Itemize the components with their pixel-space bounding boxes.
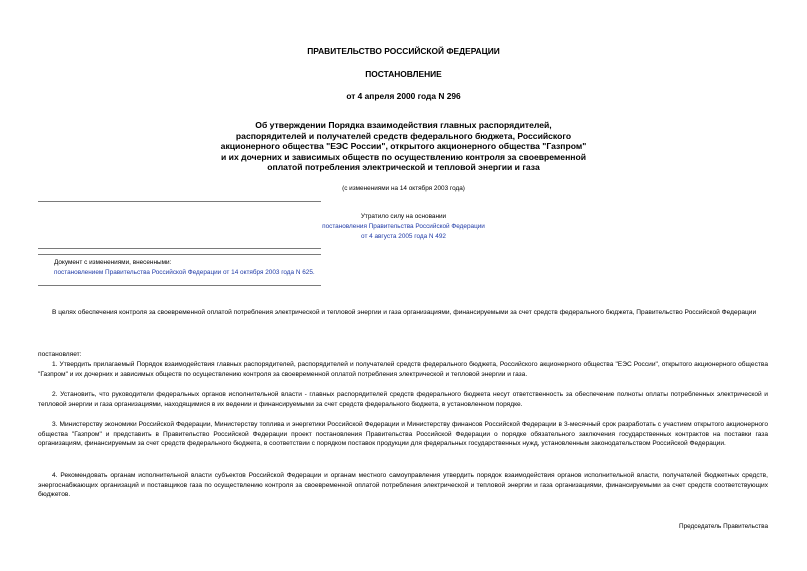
paragraph-4: 4. Рекомендовать органам исполнительной власти субъектов Российской Федерации и органам местного самоуправления утвердить порядок взаимодействия органов исполнительной власти, получателей бюджетных средств, энергоснабжающих организаций и поставщиков газа по осуществлению контроля за своевременной оплатой потребления электрической и тепловой энергии и газа организациями, финансируемыми за счет средств соответствующих бюджетов.: [38, 472, 768, 499]
amendment-note: (с изменениями на 14 октября 2003 года): [342, 185, 465, 192]
changes-label: Документ с изменениями, внесенными:: [54, 259, 172, 266]
changes-link[interactable]: постановлением Правительства Российской Федерации от 14 октября 2003 года N 625.: [54, 269, 315, 276]
signature: Председатель Правительства: [679, 523, 768, 530]
document-title: [0, 120, 807, 173]
title-line: оплатой потребления электрической и тепловой энергии и газа: [267, 162, 540, 173]
paragraph-3: 3. Министерству экономики Российской Федерации, Министерству топлива и энергетики Российской Федерации и Министерству финансов Российской Федерации в 3-месячный срок разработать с участием открытого акционерного общества "Газпром" и представить в Правительство Российской Федерации проект постановления Правительства Российской Федерации о порядке обязательного заключения государственных контрактов на поставки газа организациям, финансируемым за счет средств федерального бюджета, в соответствии с порядком поставок продукции для федеральных государственных нужд, установленным законодательством Российской Федерации.: [38, 421, 768, 448]
document-date-number: от 4 апреля 2000 года N 296: [346, 91, 461, 101]
title-line: Об утверждении Порядка взаимодействия главных распорядителей,: [255, 120, 552, 130]
paragraph-1: 1. Утвердить прилагаемый Порядок взаимодействия главных распорядителей, распорядителей и получателей средств федерального бюджета, Российского акционерного общества "ЕЭС России", открытого акционерного общества "Газпром" и их дочерних и зависимых обществ по осуществлению контроля за своевременной оплатой потребления электрической и тепловой энергии и газа.: [38, 361, 768, 378]
divider: [38, 248, 321, 249]
title-line: распорядителей и получателей средств федерального бюджета, Российского: [235, 130, 572, 141]
expired-notice: [0, 212, 807, 242]
expired-link[interactable]: [0, 222, 807, 242]
divider: [38, 201, 321, 202]
title-line: акционерного общества "ЕЭС России", открытого акционерного общества "Газпром": [220, 141, 587, 152]
government-heading: ПРАВИТЕЛЬСТВО РОССИЙСКОЙ ФЕДЕРАЦИИ: [307, 46, 500, 56]
decides-label: постановляет:: [38, 351, 82, 358]
expired-link-line[interactable]: от 4 августа 2005 года N 492: [361, 233, 446, 240]
document-type: ПОСТАНОВЛЕНИЕ: [365, 69, 442, 79]
expired-text: Утратило силу на основании: [360, 213, 447, 220]
paragraph-2: 2. Установить, что руководители федеральных органов исполнительной власти - главных распорядителей средств федерального бюджета несут ответственность за обеспечение полноты оплаты потребленных электрической и тепловой энергии и газа организациями, находящимися в их ведении и финансируемыми за счет средств федерального бюджета, в установленном порядке.: [38, 391, 768, 408]
divider: [38, 254, 321, 255]
expired-link-line[interactable]: постановления Правительства Российской Федерации: [322, 223, 485, 230]
title-line: и их дочерних и зависимых обществ по осуществлению контроля за своевременной: [221, 151, 586, 162]
divider: [38, 285, 321, 286]
changes-block: [54, 258, 315, 278]
preamble: В целях обеспечения контроля за своевременной оплатой потребления электрической и тепловой энергии и газа организациями, финансируемыми за счет средств федерального бюджета, Правительство Российской Федерации: [52, 309, 757, 316]
